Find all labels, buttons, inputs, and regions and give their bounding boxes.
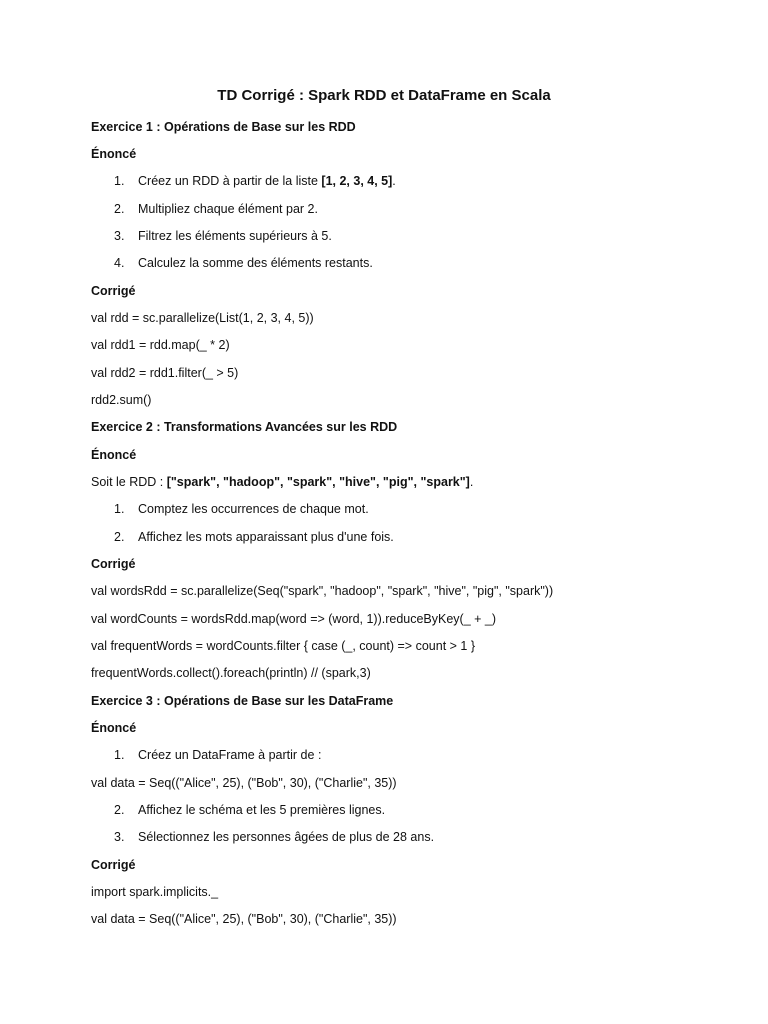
page-title: TD Corrigé : Spark RDD et DataFrame en Scala [217,87,551,104]
ex3-item-3: Sélectionnez les personnes âgées de plus de 28 ans. [138,830,435,844]
ex2-intro-period: . [469,475,474,489]
ex1-code-line: val rdd = sc.parallelize(List(1, 2, 3, 4, 5)) [91,311,314,325]
ex2-code-line: val frequentWords = wordCounts.filter { case (_, count) => count > 1 } [91,639,476,653]
ex1-item-4-number: 4. [114,256,125,270]
exercise-1-heading: Exercice 1 : Opérations de Base sur les RDD [91,120,356,134]
ex2-intro-text: Soit le RDD : [91,475,167,489]
ex1-code-line: val rdd2 = rdd1.filter(_ > 5) [91,366,239,380]
ex1-item-1 [138,173,396,189]
ex3-code-line: import spark.implicits._ [91,885,219,899]
ex3-data-line: val data = Seq(("Alice", 25), ("Bob", 30), ("Charlie", 35)) [91,776,397,790]
ex2-code-line: val wordCounts = wordsRdd.map(word => (word, 1)).reduceByKey(_ + _) [91,612,497,626]
exercise-3-corrige-label: Corrigé [91,858,136,872]
exercise-2-enonce-label: Énoncé [91,448,137,462]
exercise-3-heading: Exercice 3 : Opérations de Base sur les DataFrame [91,694,394,708]
ex3-item-1: Créez un DataFrame à partir de : [138,748,322,762]
ex2-intro [91,474,473,490]
ex1-code-line: rdd2.sum() [91,393,152,407]
ex1-item-4: Calculez la somme des éléments restants. [138,256,373,270]
ex3-item-2-number: 2. [114,803,125,817]
ex1-item-1-list: [1, 2, 3, 4, 5] [321,174,393,188]
ex1-item-3: Filtrez les éléments supérieurs à 5. [138,229,332,243]
ex2-item-2-number: 2. [114,530,125,544]
exercise-3-enonce-label: Énoncé [91,721,137,735]
ex3-item-3-number: 3. [114,830,125,844]
ex1-item-1-period: . [392,174,396,188]
ex1-code-line: val rdd1 = rdd.map(_ * 2) [91,338,230,352]
ex2-code-line: val wordsRdd = sc.parallelize(Seq("spark", "hadoop", "spark", "hive", "pig", "spark")) [91,584,554,598]
ex1-item-2-number: 2. [114,202,125,216]
ex2-intro-list: ["spark", "hadoop", "spark", "hive", "pig", "spark"] [166,475,470,489]
ex1-item-2: Multipliez chaque élément par 2. [138,202,318,216]
ex1-item-1-text: Créez un RDD à partir de la liste [138,174,322,188]
ex2-code-line: frequentWords.collect().foreach(println) // (spark,3) [91,666,371,680]
ex2-item-1: Comptez les occurrences de chaque mot. [138,502,369,516]
ex2-item-1-number: 1. [114,502,125,516]
exercise-2-corrige-label: Corrigé [91,557,136,571]
exercise-1-enonce-label: Énoncé [91,147,137,161]
ex3-code-line: val data = Seq(("Alice", 25), ("Bob", 30), ("Charlie", 35)) [91,912,397,926]
exercise-1-corrige-label: Corrigé [91,284,136,298]
ex3-item-1-number: 1. [114,748,125,762]
ex1-item-3-number: 3. [114,229,125,243]
ex2-item-2: Affichez les mots apparaissant plus d'une fois. [138,530,394,544]
ex3-item-2: Affichez le schéma et les 5 premières lignes. [138,803,386,817]
exercise-2-heading: Exercice 2 : Transformations Avancées sur les RDD [91,420,398,434]
ex1-item-1-number: 1. [114,174,125,188]
